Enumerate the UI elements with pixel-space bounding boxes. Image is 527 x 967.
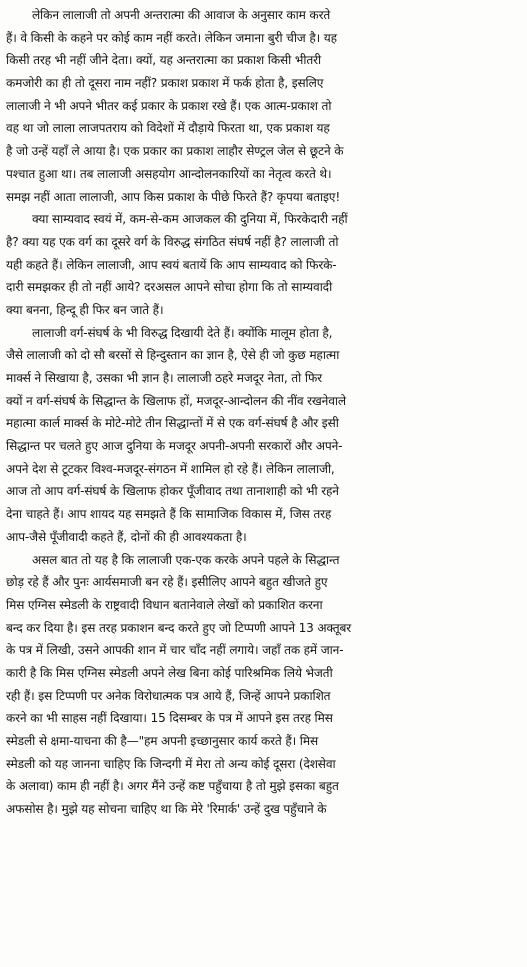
text-line: वह था जो लाला लाजपतराय को विदेशों में दौड़ाये फिरता था, एक प्रकाश यह: [6, 121, 330, 136]
text-line: हैं। वे किसी के कहने पर कोई काम नहीं करते। लेकिन जमाना बुरी चीज है। यह: [6, 30, 337, 45]
text-line: अफसोस है। मुझे यह सोचना चाहिए था कि मेरे 'रिमार्क' उन्हें दुख पहुँचाने के: [6, 802, 327, 817]
text-line: देना चाहते हैं। आप शायद यह समझते हैं कि सामाजिक विकास में, जिस तरह: [6, 507, 332, 522]
paragraph-first-line: लेकिन लालाजी तो अपनी अन्तरात्मा की आवाज के अनुसार काम करते: [32, 8, 331, 22]
text-line: है? क्या यह एक वर्ग का दूसरे वर्ग के विरुद्ध संगठित संघर्ष नहीं है? लालाजी तो: [6, 234, 339, 249]
text-line: स्मेडली से क्षमा-याचना की है—"हम अपनी इच्छानुसार कार्य करते हैं। मिस: [6, 734, 319, 748]
text-line: आज तो आप वर्ग-संघर्ष के खिलाफ होकर पूँजीवाद तथा तानाशाही को भी रहने: [6, 484, 339, 499]
text-line: जैसे लालाजी को दो सौ बरसों से हिन्दुस्तान का ज्ञान है, ऐसे ही जो कुछ महात्मा: [6, 348, 340, 363]
text-line: महात्मा कार्ल मार्क्स के मोटे-मोटे तीन सिद्धान्तों में से एक वर्ग-संघर्ष है और इसी: [6, 416, 339, 431]
text-line: सिद्धान्त पर चलते हुए आज दुनिया के मजदूर अपनी-अपनी सरकारों और अपने-: [6, 439, 343, 454]
paragraph-first-line: असल बात तो यह है कि लालाजी एक-एक करके अपने पहले के सिद्धान्त: [32, 552, 340, 567]
text-line: अपने देश से टूटकर विश्व-मजदूर-संगठन में शामिल हो रहे हैं। लेकिन लालाजी,: [6, 461, 335, 476]
text-line: पश्चात हुआ था। तब लालाजी असहयोग आन्दोलनकारियों का नेतृत्व करते थे।: [6, 166, 332, 181]
text-line: छोड़ रहे हैं और पुनः आर्यसमाजी बन रहे हैं। इसीलिए आपने बहुत खीजते हुए: [6, 575, 328, 590]
paragraph-first-line: क्या साम्यवाद स्वयं में, कम-से-कम आजकल की दुनिया में, फिरकेदारी नहीं: [32, 212, 348, 227]
text-line: रही हैं। इस टिप्पणी पर अनेक विरोधात्मक पत्र आये हैं, जिन्हें आपने प्रकाशित: [6, 688, 331, 703]
text-line: कमजोरी का ही तो दूसरा नाम नहीं? प्रकाश प्रकाश में फर्क होता है, इसलिए: [6, 76, 324, 91]
text-line: आप-जैसे पूँजीवादी कहते हैं, दोनों की ही आवश्यकता है।: [6, 529, 247, 544]
text-line: क्यों न वर्ग-संघर्ष के सिद्धान्त के खिलाफ हों, मजदूर-आन्दोलन की नींव रखनेवाले: [6, 393, 346, 408]
text-line: के अलावा) काम ही नहीं है। अगर मैंने उन्हें कष्ट पहुँचाया है तो मुझे इसका बहुत: [6, 779, 339, 794]
text-line: स्मेडली को यह जानना चाहिए कि जिन्दगी में मेरा तो अन्य कोई दूसरा (देशसेवा: [6, 756, 336, 771]
text-line: कारी है कि मिस एग्निस स्मेडली अपने लेख बिना कोई पारिश्रमिक लिये भेजती: [6, 665, 333, 680]
text-line: के पत्र में लिखी, उसने आपकी शान में चार चाँद नहीं लगाये। जहाँ तक हमें जान-: [6, 643, 344, 658]
paragraph-first-line: लालाजी वर्ग-संघर्ष के भी विरुद्ध दिखायी देते हैं। क्योंकि मालूम होता है,: [32, 325, 333, 340]
text-line: यही कहते हैं। लेकिन लालाजी, आप स्वयं बतायें कि आप साम्यवाद को फिरके-: [6, 257, 337, 272]
text-line: लालाजी ने भी अपने भीतर कई प्रकार के प्रकाश रखे हैं। एक आत्म-प्रकाश तो: [6, 98, 332, 113]
text-line: क्या बनना, हिन्दू ही फिर बन जाते हैं।: [6, 302, 164, 317]
text-line: समझ नहीं आता लालाजी, आप किस प्रकाश के पीछे फिरते हैं? कृपया बताइए!: [6, 189, 341, 204]
text-line: किसी तरह भी नहीं जीने देता। क्यों, यह अन्तरात्मा का प्रकाश किसी भीतरी: [6, 53, 321, 68]
text-line: बन्द कर दिया है। इस तरह प्रकाशन बन्द करते हुए जो टिप्पणी आपने 13 अक्तूबर: [6, 620, 352, 635]
text-line: दारी समझकर ही तो नहीं आये? दरअसल आपने सोचा होगा कि तो साम्यवादी: [6, 280, 333, 295]
text-line: करने का भी साहस नहीं दिखाया। 15 दिसम्बर के पत्र में आपने इस तरह मिस: [6, 711, 333, 726]
text-line: है जो उन्हें यहाँ ले आया है। एक प्रकार का प्रकाश लाहौर सेण्ट्रल जेल से छूटने के: [6, 144, 344, 159]
text-line: मिस एग्निस स्मेडली के राष्ट्रवादी विधान बतानेवाले लेखों को प्रकाशित करना: [6, 597, 323, 612]
text-line: मार्क्स ने सिखाया है, उसका भी ज्ञान है। लालाजी ठहरे मजदूर नेता, तो फिर: [6, 371, 322, 385]
